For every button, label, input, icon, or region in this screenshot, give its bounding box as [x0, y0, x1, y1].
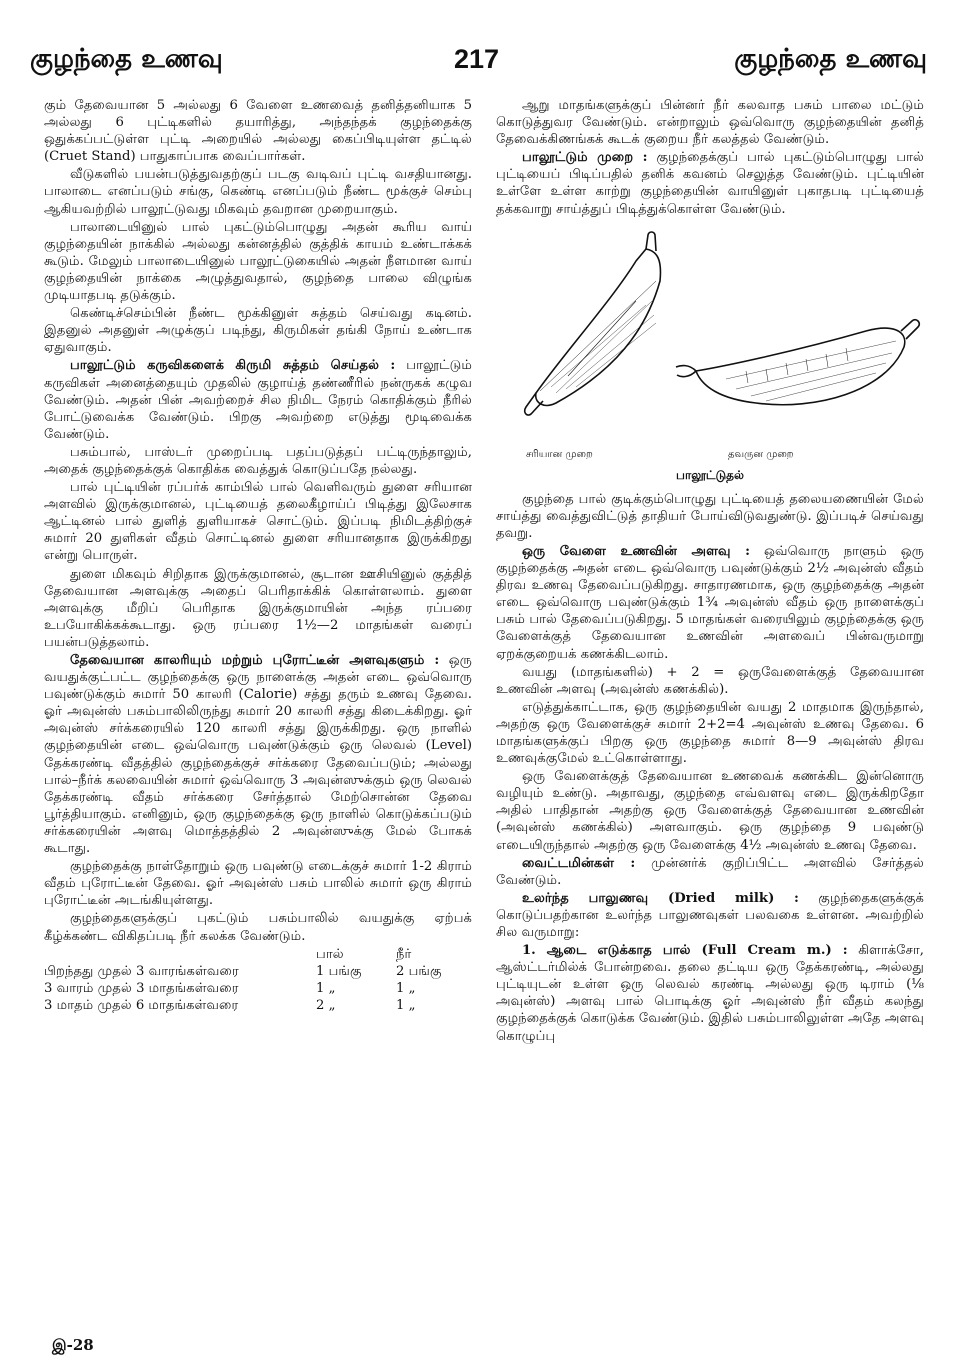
paragraph — [44, 652, 472, 857]
table-cell: 2 பங்கு — [396, 963, 442, 979]
signature-mark: இ-28 — [52, 1336, 94, 1354]
caption-correct-method: சரியான முறை — [526, 448, 593, 460]
table-header-cell: நீர் — [396, 946, 412, 962]
table-cell: 1 பங்கு — [316, 963, 362, 979]
figure-title: பாலூட்டுதல் — [676, 467, 744, 482]
feeding-bottles-illustration — [496, 221, 924, 461]
table-row — [44, 980, 472, 997]
paragraph — [496, 543, 924, 663]
right-column — [496, 97, 924, 1046]
paragraph: கும் தேவையான 5 அல்லது 6 வேளை உணவைத் தனித்தனியாக 5 அல்லது 6 புட்டிகளில் தயாரித்து, அந்தந்தக் குழந்தைக்கு ஒதுக்கப்பட்டுள்ள புட்டி அறையில் அல்லது கைப்பிடியுள்ள தட்டில் (Cruet Stand) பாதுகாப்பாக வைப்பார்கள். — [44, 98, 472, 165]
paragraph: துளை மிகவும் சிறிதாக இருக்குமானல், சூடான ஊசியினுல் குத்தித் தேவையான அளவுக்கு அதைப் பெரிதாக்கிக் கொள்ளலாம். துளை அளவுக்கு மீறிப் பெரிதாக இருக்குமாயின் அந்த ரப்பரை உபயோகிக்கக்கூடாது. ஒரு ரப்பரை 1½—2 மாதங்கள் வரைப் பயன்படுத்தலாம். — [44, 566, 472, 650]
paragraph: குழந்தைகளுக்குப் புகட்டும் பசும்பாலில் வயதுக்கு ஏற்பக் கீழ்க்கண்ட விகிதப்படி நீர் கலக்க வேண்டும். — [44, 911, 472, 944]
page-header — [0, 0, 967, 84]
section-heading: வைட்டமின்கள் : — [522, 855, 636, 871]
table-cell: 3 மாதம் முதல் 6 மாதங்கள்வரை — [44, 997, 239, 1013]
paragraph-text: குழந்தைகளுக்குக் கொடுப்பதற்கான உலர்ந்த பாலுணவுகள் பலவகை உள்ளன. அவற்றில் சில வருமாறு: — [496, 890, 924, 940]
feeding-figure — [496, 221, 924, 491]
paragraph — [496, 890, 924, 941]
table-cell: 2 „ — [316, 997, 336, 1013]
paragraph-text: முன்னர்க் குறிப்பிட்ட அளவில் சேர்த்தல் வேண்டும். — [496, 855, 924, 888]
paragraph-text: குழந்தைக்குப் பால் புகட்டும்பொழுது பால் புட்டியைப் பிடிப்பதில் தனிக் கவனம் செலுத்த வேண்டும். புட்டியின் உள்ளே உள்ள காற்று குழந்தையின் வாயினுள் புகாதபடி புட்டியைத் தக்கவாறு சாய்த்துப் பிடித்துக்கொள்ள வேண்டும். — [496, 150, 924, 217]
paragraph: கெண்டிச்செம்பின் நீண்ட மூக்கினுள் சுத்தம் செய்வது கடினம். இதனுல் அதனுள் அழுக்குப் படிந்து, கிருமிகள் தங்கி நோய் உண்டாக ஏதுவாகும். — [44, 306, 472, 356]
paragraph-text: பாலூட்டும் கருவிகள் அனைத்தையும் முதலில் குழாய்த் தண்ணீரில் நன்ருகக் கழுவ வேண்டும். அதன் பின் அவற்றைச் சில நிமிட நேரம் கொதிக்கும் நீரில் போட்டுவைக்க வேண்டும். பிறகு அவற்றை எடுத்து மூடிவைக்க வேண்டும். — [44, 358, 472, 442]
table-header-cell: பால் — [316, 946, 344, 962]
section-heading: தேவையான காலரியும் மற்றும் புரோட்டீன் அளவுகளும் : — [70, 653, 440, 668]
paragraph-text: ஒவ்வொரு நாளும் ஒரு குழந்தைக்கு அதன் எடை ஒவ்வொரு பவுண்டுக்கும் 2½ அவுன்ஸ் வீதம் திரவ உணவு தேவைப்படுகிறது. சாதாரணமாக, ஒரு குழந்தைக்கு அதன் எடை ஒவ்வொரு பவுண்டுக்கும் 1¾ அவுன்ஸ் வீதம் ஒரு நாளைக்குப் பசும் பால் தேவைப்படுகிறது. 5 மாதங்கள் வரையிலும் குழந்தைக்கு ஒரு வேளைக்குத் தேவையான உணவின் அளவைப் பின்வருமாறு ஏறக்குறையக் கணக்கிடலாம். — [496, 543, 924, 662]
table-cell: 1 „ — [316, 980, 336, 996]
running-title-right: குழந்தை உணவு — [734, 44, 927, 74]
paragraph — [496, 855, 924, 889]
table-cell: 1 „ — [396, 980, 416, 996]
paragraph-text: கிளாக்சோ, ஆஸ்ட்டர்மில்க் போன்றவை. தலை தட்டிய ஒரு தேக்கரண்டி, அல்லது புட்டியுடன் உள்ள ஒரு லெவல் கரண்டி அல்லது ஒரு டிராம் (⅛ அவுன்ஸ்) அளவு பால் பொடிக்கு ஓர் அவுன்ஸ் நீர் வீதம் கலந்து குழந்தைக்குக் கொடுக்க வேண்டும். இதில் பசும்பாலிலுள்ள அதே அளவு கொழுப்பு — [496, 943, 924, 1044]
paragraph: பாலாடையினுல் பால் புகட்டும்பொழுது அதன் கூரிய வாய் குழந்தையின் நாக்கில் அல்லது கன்னத்தில் குத்திக் காயம் உண்டாக்கக் கூடும். மேலும் பாலாடையினுல் பாலூட்டுகையில் அதன் நீளமான வாய் குழந்தையின் நாக்கை அழுத்துவதால், குழந்தை பாலை விழுங்க முடியாதபடி தடுக்கும். — [44, 219, 472, 304]
paragraph: பால் புட்டியின் ரப்பர்க் காம்பில் பால் வெளிவரும் துளை சரியான அளவில் இருக்குமானல், புட்டியைத் தலைகீழாய்ப் பிடித்து இலேசாக ஆட்டினல் பால் துளித் துளியாகச் சொட்டும். இப்படி நிமிடத்திற்குச் சுமார் 20 துளிகள் வீதம் சொட்டினல் துளை சரியானதாக இருக்கிறது என்று பொருள். — [44, 480, 472, 564]
section-heading: பாலூட்டும் முறை : — [522, 150, 648, 166]
paragraph — [496, 942, 924, 1045]
table-cell: பிறந்தது முதல் 3 வாரங்கள்வரை — [44, 963, 239, 979]
section-heading: உலர்ந்த பாலுணவு (Dried milk) : — [522, 890, 799, 906]
table-cell: 1 „ — [396, 997, 416, 1013]
paragraph: எடுத்துக்காட்டாக, ஒரு குழந்தையின் வயது 2 மாதமாக இருந்தால், அதற்கு ஒரு வேளைக்குச் சுமார் 2+2=4 அவுன்ஸ் உணவு தேவை. 6 மாதங்களுக்குப் பிறகு ஒரு குழந்தை சுமார் 8—9 அவுன்ஸ் திரவ உணவுக்குமேல் உட்கொள்ளாது. — [496, 699, 924, 767]
table-row — [44, 997, 472, 1014]
running-title-left: குழந்தை உணவு — [30, 44, 223, 74]
section-heading: ஒரு வேளை உணவின் அளவு : — [522, 543, 750, 559]
paragraph: ஒரு வேளைக்குத் தேவையான உணவைக் கணக்கிட இன்னொரு வழியும் உண்டு. அதாவது, குழந்தை எவ்வளவு எடை இருக்கிறதோ அதில் பாதிதான் அதற்கு ஒரு வேளைக்குத் தேவையான உணவின் (அவுன்ஸ் கணக்கில்) அளவாகும். ஒரு குழந்தை 9 பவுண்டு எடையிருந்தால் அதற்கு ஒரு வேளைக்கு 4½ அவுன்ஸ் உணவு தேவை. — [496, 769, 924, 853]
section-heading: பாலூட்டும் கருவிகளைக் கிருமி சுத்தம் செய்தல் : — [70, 358, 396, 374]
table-row — [44, 963, 472, 980]
dilution-table — [44, 946, 472, 1014]
bottle-wrong-method — [676, 319, 919, 404]
paragraph: வீடுகளில் பயன்படுத்துவதற்குப் படகு வடிவப் புட்டி வசதியானது. பாலாடை எனப்படும் சங்கு, கெண்டி எனப்படும் நீண்ட மூக்குச் செம்பு ஆகியவற்றில் பாலூட்டுவது மிகவும் தவறான முறையாகும். — [44, 167, 472, 217]
paragraph: குழந்தை பால் குடிக்கும்பொழுது புட்டியைத் தலையணையின் மேல் சாய்த்து வைத்துவிட்டுத் தாதியர் போய்விடுவதுண்டு. இப்படிச் செய்வது தவறு. — [496, 491, 924, 541]
paragraph — [44, 357, 472, 442]
paragraph-text: ஒரு வயதுக்குட்பட்ட குழந்தைக்கு ஒரு நாளைக்கு அதன் எடை ஒவ்வொரு பவுண்டுக்கும் சுமார் 50 காலரி (Calorie) சத்து தரும் உணவு தேவை. ஓர் அவுன்ஸ் பசும்பாலிலிருந்து சுமார் 20 காலரி சத்து கிடைக்கிறது. ஓர் அவுன்ஸ் சர்க்கரையில் 120 காலரி சத்து இருக்கிறது. ஒரு நாளில் குழந்தையின் எடை ஒவ்வொரு பவுண்டுக்கும் ஒரு லெவல் (Level) தேக்கரண்டி வீதத்தில் குழந்தைக்குச் சர்க்கரை தேவைப்படும்; அல்லது பால்–நீர்க் கலவையின் சுமார் ஒவ்வொரு 3 அவுன்ஸுக்கும் ஒரு லெவல் தேக்கரண்டி வீதம் சர்க்கரை சேர்த்தால் மேற்சொன்ன தேவை பூர்த்தியாகும். எனினும், ஒரு குழந்தைக்கு ஒரு நாளில் கொடுக்கப்படும் சர்க்கரையின் அளவு மொத்தத்தில் 2 அவுன்ஸுக்கு மேல் போகக் கூடாது. — [44, 653, 472, 857]
left-column — [44, 97, 472, 1014]
caption-wrong-method: தவருன முறை — [728, 448, 794, 460]
paragraph — [496, 149, 924, 217]
paragraph: ஆறு மாதங்களுக்குப் பின்னர் நீர் கலவாத பசும் பாலை மட்டும் கொடுத்துவர வேண்டும். என்றாலும் ஒவ்வொரு குழந்தையின் தனித் தேவைக்கிணங்கக் கூடக் குறைய நீர் கலத்தல் வேண்டும். — [496, 98, 924, 148]
table-header-row — [44, 946, 472, 963]
bottle-correct-method — [525, 232, 661, 415]
page-number: 217 — [454, 44, 500, 74]
paragraph: குழந்தைக்கு நாள்தோறும் ஒரு பவுண்டு எடைக்குச் சுமார் 1-2 கிராம் வீதம் புரோட்டீன் தேவை. ஓர் அவுன்ஸ் பசும் பாலில் சுமார் ஒரு கிராம் புரோட்டீன் அடங்கியுள்ளது. — [44, 859, 472, 909]
table-cell: 3 வாரம் முதல் 3 மாதங்கள்வரை — [44, 980, 239, 996]
paragraph: வயது (மாதங்களில்) + 2 = ஒருவேளைக்குத் தேவையான உணவின் அளவு (அவுன்ஸ் கணக்கில்). — [496, 664, 924, 697]
section-heading: 1. ஆடை எடுக்காத பால் (Full Cream m.) : — [522, 943, 848, 959]
table-header-cell — [44, 946, 316, 963]
paragraph: பசும்பால், பாஸ்டர் முறைப்படி பதப்படுத்தப் பட்டிருந்தாலும், அதைக் குழந்தைக்குக் கொதிக்க வைத்துக் கொடுப்பதே நல்லது. — [44, 444, 472, 477]
